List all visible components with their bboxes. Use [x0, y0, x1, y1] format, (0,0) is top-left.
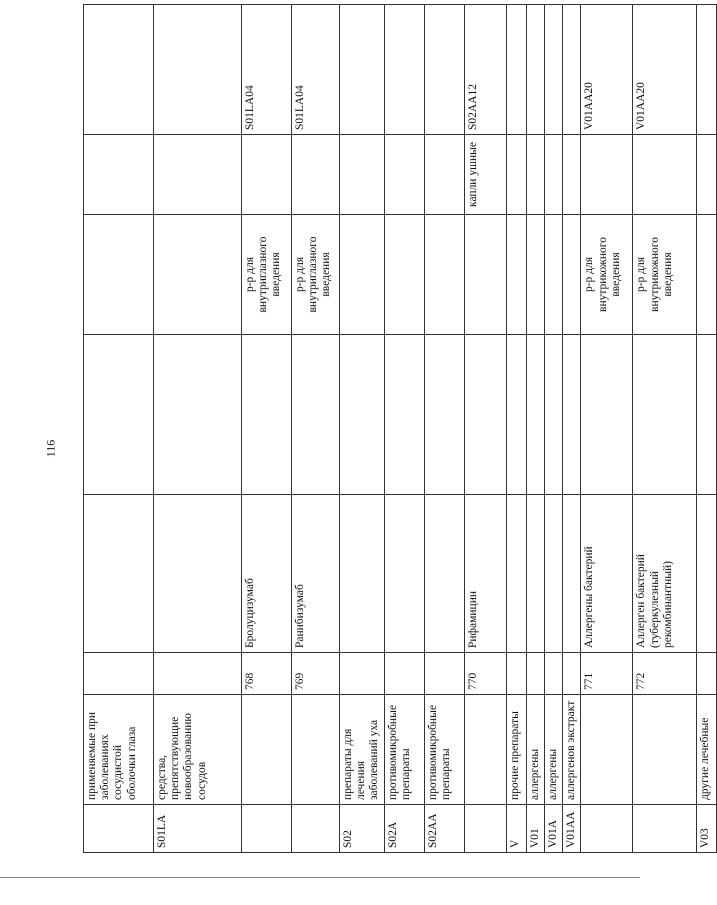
code-cell: S02 — [340, 805, 385, 853]
atc-cell: S01LA04 — [292, 5, 340, 135]
empty-cell — [424, 335, 464, 495]
empty-cell — [526, 335, 544, 495]
group-cell — [633, 695, 697, 805]
table-row — [292, 5, 340, 853]
table-row — [581, 5, 633, 853]
rotated-table-container — [83, 5, 712, 853]
empty-cell — [384, 335, 424, 495]
name-cell: Аллергены бактерий — [581, 495, 633, 653]
empty-cell — [154, 335, 242, 495]
table-row — [697, 5, 717, 853]
empty-cell — [84, 335, 154, 495]
group-cell: прочие препараты — [506, 695, 526, 805]
group-cell: противомикробные препараты — [384, 695, 424, 805]
name-cell: Рифамицин — [464, 495, 506, 653]
number-cell: 768 — [242, 653, 292, 695]
form2-cell — [563, 135, 581, 215]
name-cell: Аллерген бактерий (туберкулезный рекомбинантный) — [633, 495, 697, 653]
form2-cell: капли ушные — [464, 135, 506, 215]
atc-cell — [84, 5, 154, 135]
empty-cell — [506, 335, 526, 495]
table-row — [633, 5, 697, 853]
number-cell — [697, 653, 717, 695]
atc-cell — [384, 5, 424, 135]
name-cell — [563, 495, 581, 653]
table-row — [84, 5, 154, 853]
form2-cell — [84, 135, 154, 215]
group-cell: аллергенов экстракт — [563, 695, 581, 805]
form-cell — [84, 215, 154, 335]
code-cell: V01A — [544, 805, 562, 853]
group-cell: другие лечебные — [697, 695, 717, 805]
form-cell: р-р для внутрикожного введения — [633, 215, 697, 335]
form-cell: р-р для внутрикожного введения — [581, 215, 633, 335]
number-cell — [544, 653, 562, 695]
form-cell — [544, 215, 562, 335]
atc-cell: S01LA04 — [242, 5, 292, 135]
form-cell — [340, 215, 385, 335]
group-cell — [242, 695, 292, 805]
table-row — [242, 5, 292, 853]
number-cell — [84, 653, 154, 695]
form2-cell — [544, 135, 562, 215]
form2-cell — [581, 135, 633, 215]
empty-cell — [697, 335, 717, 495]
atc-cell — [424, 5, 464, 135]
table-row — [154, 5, 242, 853]
code-cell — [292, 805, 340, 853]
name-cell — [697, 495, 717, 653]
form2-cell — [424, 135, 464, 215]
table-body — [84, 5, 717, 853]
empty-cell — [464, 335, 506, 495]
code-cell — [633, 805, 697, 853]
number-cell — [384, 653, 424, 695]
name-cell — [506, 495, 526, 653]
name-cell — [84, 495, 154, 653]
empty-cell — [633, 335, 697, 495]
group-cell: аллергены — [526, 695, 544, 805]
atc-cell — [340, 5, 385, 135]
name-cell — [154, 495, 242, 653]
number-cell — [340, 653, 385, 695]
group-cell: применяемые при заболеваниях сосудистой оболочки глаза — [84, 695, 154, 805]
table-row — [384, 5, 424, 853]
number-cell — [563, 653, 581, 695]
code-cell: S02A — [384, 805, 424, 853]
form2-cell — [154, 135, 242, 215]
code-cell: V01 — [526, 805, 544, 853]
group-cell: аллергены — [544, 695, 562, 805]
number-cell — [154, 653, 242, 695]
form2-cell — [292, 135, 340, 215]
code-cell — [581, 805, 633, 853]
form2-cell — [384, 135, 424, 215]
atc-cell — [526, 5, 544, 135]
code-cell: V01AA — [563, 805, 581, 853]
atc-cell — [544, 5, 562, 135]
atc-cell — [154, 5, 242, 135]
number-cell — [506, 653, 526, 695]
empty-cell — [340, 335, 385, 495]
form-cell — [384, 215, 424, 335]
atc-cell: S02AA12 — [464, 5, 506, 135]
number-cell: 770 — [464, 653, 506, 695]
group-cell: средства, препятствующие новообразованию сосудов — [154, 695, 242, 805]
code-cell — [242, 805, 292, 853]
empty-cell — [563, 335, 581, 495]
name-cell — [340, 495, 385, 653]
empty-cell — [544, 335, 562, 495]
form-cell: р-р для внутриглазного введения — [242, 215, 292, 335]
number-cell: 772 — [633, 653, 697, 695]
group-cell: противомикробные препараты — [424, 695, 464, 805]
atc-cell: V01AA20 — [633, 5, 697, 135]
group-cell — [581, 695, 633, 805]
form-cell — [506, 215, 526, 335]
code-cell: V — [506, 805, 526, 853]
bottom-divider — [0, 877, 640, 878]
form2-cell — [506, 135, 526, 215]
number-cell — [424, 653, 464, 695]
form-cell — [154, 215, 242, 335]
code-cell — [84, 805, 154, 853]
code-cell: V03 — [697, 805, 717, 853]
empty-cell — [292, 335, 340, 495]
atc-cell — [697, 5, 717, 135]
atc-cell — [506, 5, 526, 135]
form-cell — [697, 215, 717, 335]
form2-cell — [526, 135, 544, 215]
name-cell — [526, 495, 544, 653]
number-cell — [526, 653, 544, 695]
page-number: 116 — [43, 439, 58, 458]
form2-cell — [242, 135, 292, 215]
code-cell: S01LA — [154, 805, 242, 853]
empty-cell — [581, 335, 633, 495]
name-cell — [384, 495, 424, 653]
code-cell: S02AA — [424, 805, 464, 853]
number-cell: 769 — [292, 653, 340, 695]
group-cell — [292, 695, 340, 805]
table-row — [424, 5, 464, 853]
form-cell — [464, 215, 506, 335]
atc-cell: V01AA20 — [581, 5, 633, 135]
form2-cell — [633, 135, 697, 215]
drug-classification-table — [83, 4, 717, 853]
empty-cell — [242, 335, 292, 495]
table-row — [563, 5, 581, 853]
form-cell — [424, 215, 464, 335]
name-cell — [544, 495, 562, 653]
form-cell: р-р для внутриглазного введения — [292, 215, 340, 335]
code-cell — [464, 805, 506, 853]
number-cell: 771 — [581, 653, 633, 695]
group-cell: препараты для лечения заболеваний уха — [340, 695, 385, 805]
form2-cell — [340, 135, 385, 215]
form2-cell — [697, 135, 717, 215]
group-cell — [464, 695, 506, 805]
form-cell — [526, 215, 544, 335]
name-cell — [424, 495, 464, 653]
atc-cell — [563, 5, 581, 135]
table-row — [340, 5, 385, 853]
name-cell: Бролуцизумаб — [242, 495, 292, 653]
form-cell — [563, 215, 581, 335]
table-row — [544, 5, 562, 853]
table-row — [506, 5, 526, 853]
table-row — [464, 5, 506, 853]
name-cell: Ранибизумаб — [292, 495, 340, 653]
table-row — [526, 5, 544, 853]
